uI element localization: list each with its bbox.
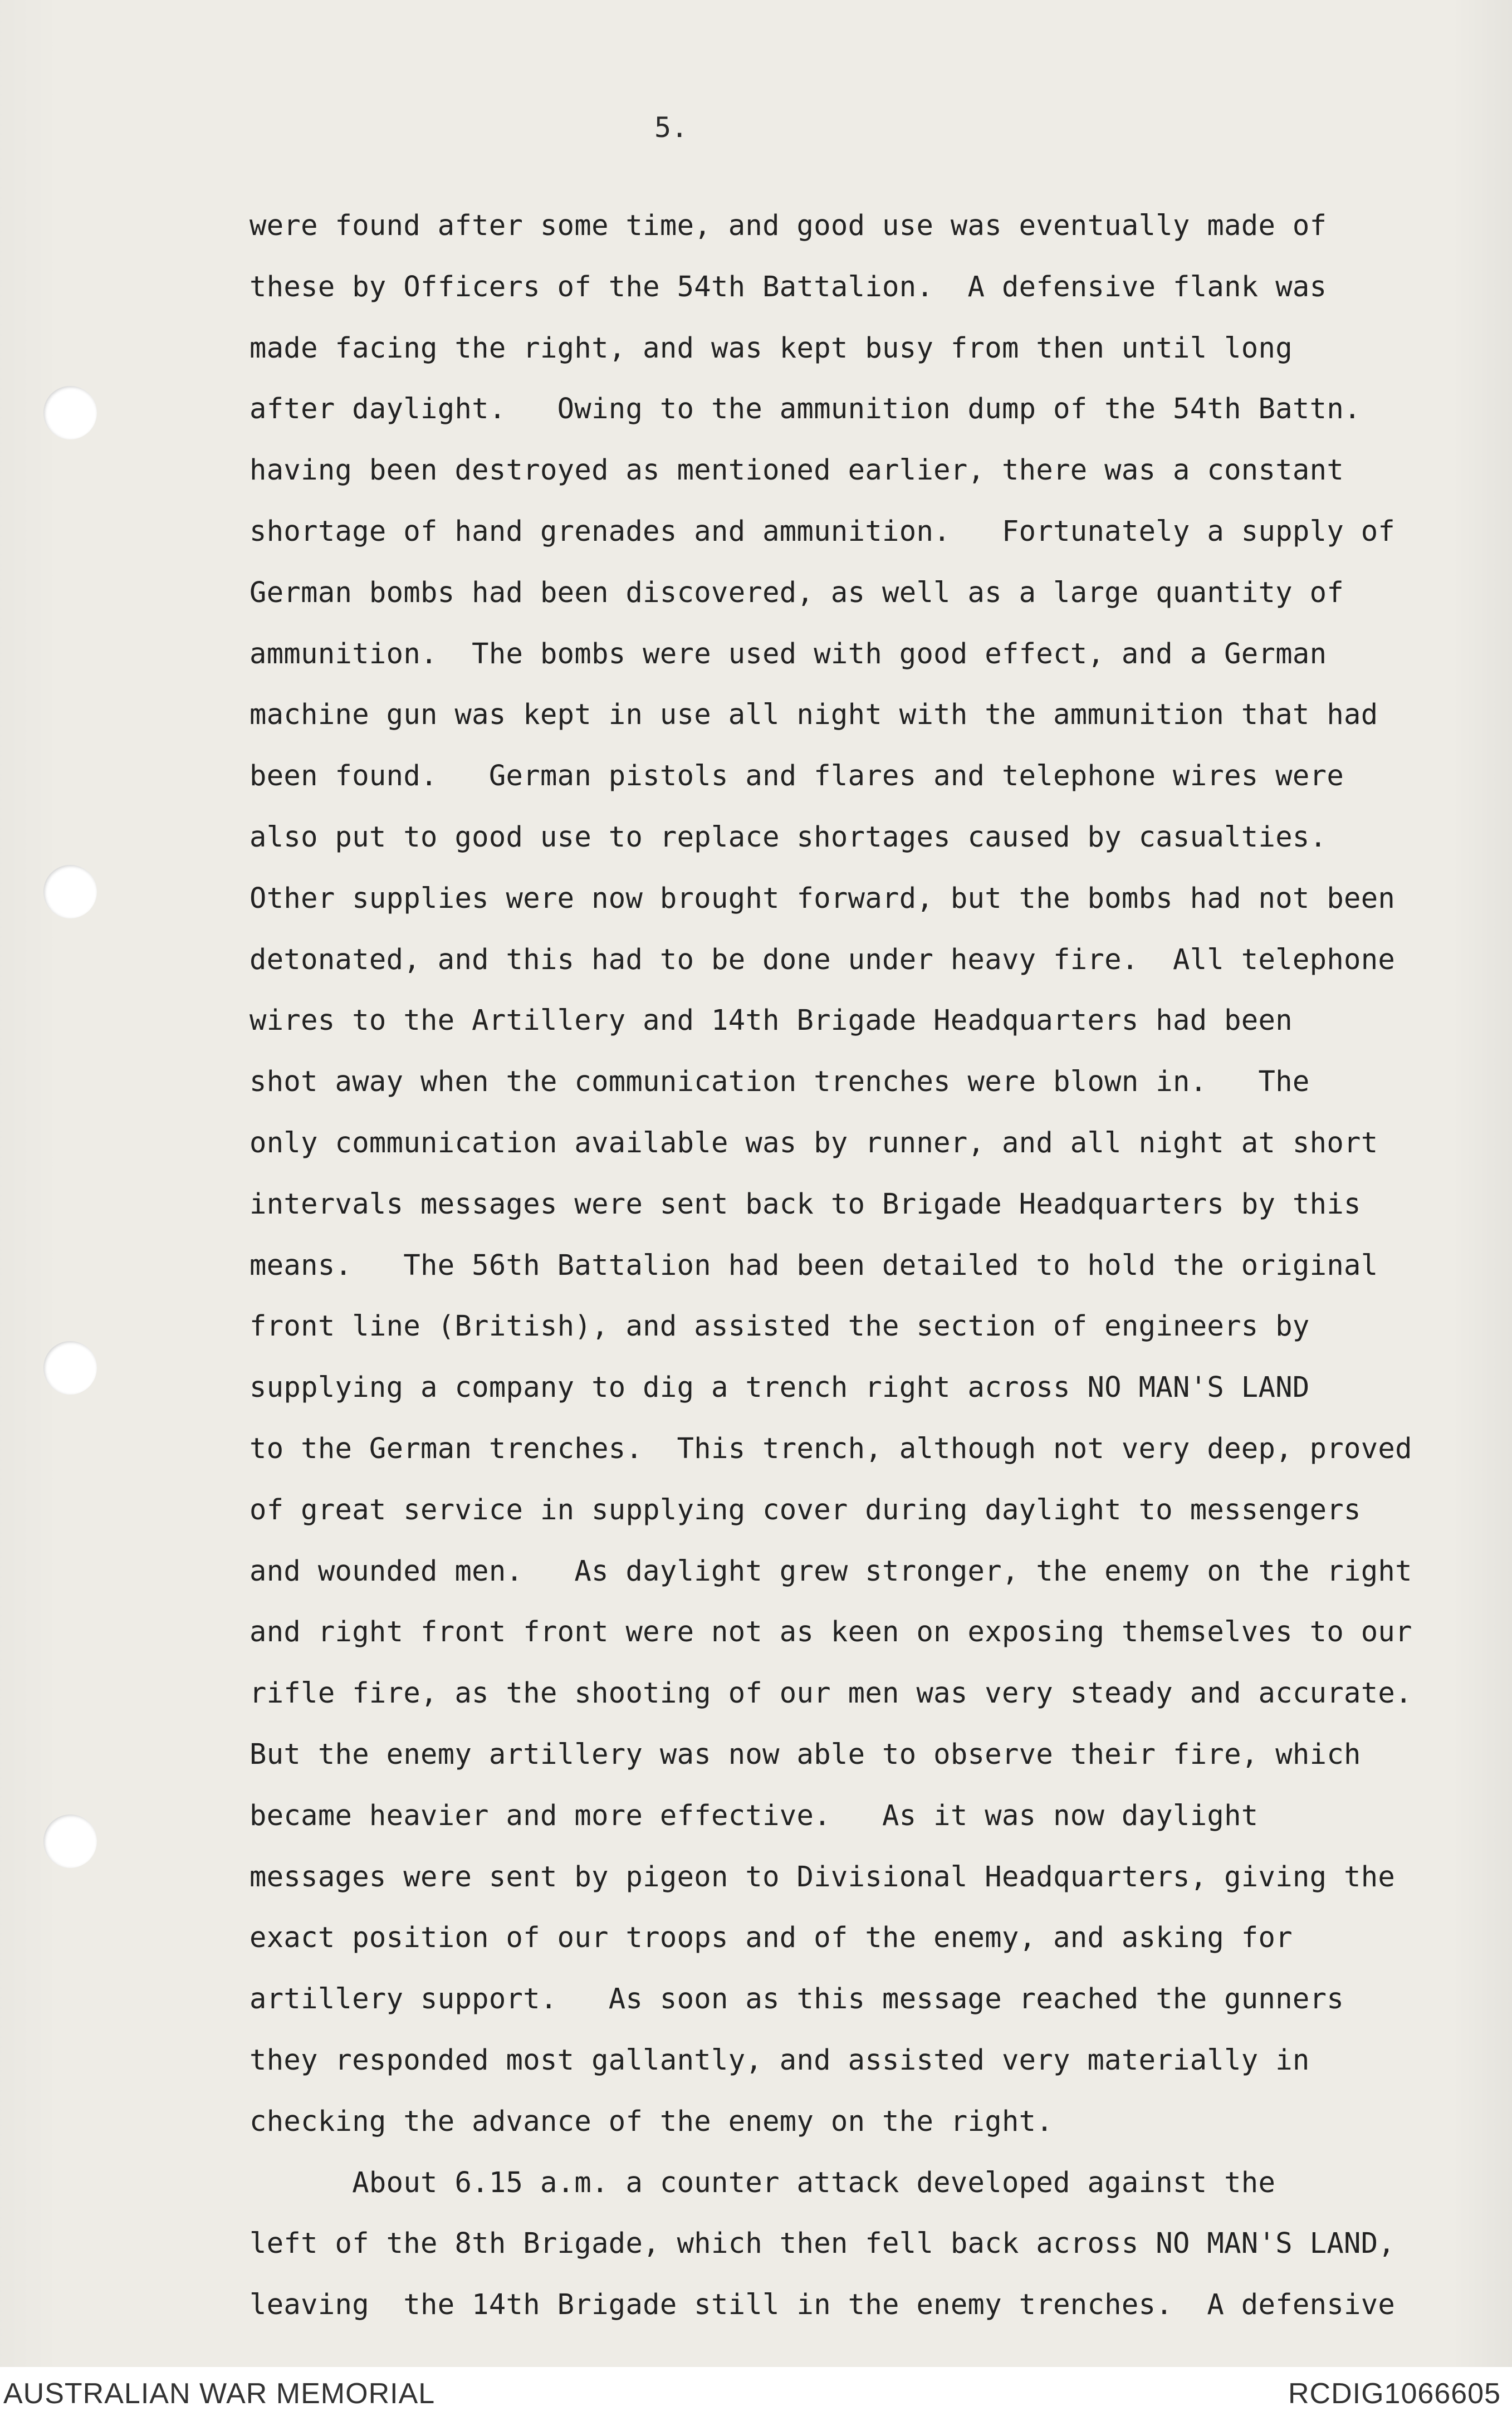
text-line: messages were sent by pigeon to Divisional Headquarters, giving the	[249, 1860, 1396, 1893]
archive-name: AUSTRALIAN WAR MEMORIAL	[3, 2378, 436, 2410]
text-line: shortage of hand grenades and ammunition. Fortunately a supply of	[249, 514, 1396, 547]
text-line: made facing the right, and was kept busy from then until long	[249, 331, 1293, 364]
text-line: exact position of our troops and of the enemy, and asking for	[249, 1921, 1293, 1954]
text-line: they responded most gallantly, and assisted very materially in	[249, 2043, 1310, 2076]
text-line: About 6.15 a.m. a counter attack developed against the	[249, 2165, 1276, 2199]
text-line: became heavier and more effective. As it was now daylight	[249, 1798, 1259, 1832]
text-line: means. The 56th Battalion had been detailed to hold the original	[249, 1248, 1378, 1282]
punch-hole	[43, 1341, 97, 1395]
text-line: to the German trenches. This trench, although not very deep, proved	[249, 1431, 1412, 1465]
text-line: front line (British), and assisted the section of engineers by	[249, 1309, 1310, 1343]
text-line: these by Officers of the 54th Battalion. A defensive flank was	[249, 270, 1327, 303]
text-line: ammunition. The bombs were used with good effect, and a German	[249, 637, 1327, 670]
text-line: been found. German pistols and flares and telephone wires were	[249, 759, 1344, 793]
text-line: also put to good use to replace shortages caused by casualties.	[249, 820, 1327, 853]
text-line: of great service in supplying cover during daylight to messengers	[249, 1493, 1361, 1526]
punch-hole	[43, 865, 97, 918]
text-line: and right front front were not as keen on exposing themselves to our	[249, 1615, 1412, 1649]
text-line: machine gun was kept in use all night with the ammunition that had	[249, 698, 1378, 731]
text-line: left of the 8th Brigade, which then fell back across NO MAN'S LAND,	[249, 2227, 1396, 2260]
text-line: wires to the Artillery and 14th Brigade Headquarters had been	[249, 1004, 1293, 1037]
punch-hole	[43, 1815, 97, 1868]
text-line: checking the advance of the enemy on the right.	[249, 2104, 1054, 2138]
page-number: 5.	[654, 111, 688, 144]
text-line: supplying a company to dig a trench right across NO MAN'S LAND	[249, 1371, 1310, 1404]
text-line: intervals messages were sent back to Brigade Headquarters by this	[249, 1187, 1361, 1220]
text-line: detonated, and this had to be done under heavy fire. All telephone	[249, 942, 1396, 976]
record-id: RCDIG1066605	[1288, 2378, 1501, 2410]
text-line: after daylight. Owing to the ammunition dump of the 54th Battn.	[249, 392, 1361, 426]
text-line: only communication available was by runner, and all night at short	[249, 1126, 1378, 1159]
text-line: were found after some time, and good use was eventually made of	[249, 209, 1327, 242]
punch-hole	[43, 386, 97, 439]
text-line: artillery support. As soon as this message reached the gunners	[249, 1982, 1344, 2016]
text-line: rifle fire, as the shooting of our men was very steady and accurate.	[249, 1676, 1412, 1710]
text-line: shot away when the communication trenches were blown in. The	[249, 1065, 1310, 1098]
text-line: But the enemy artillery was now able to observe their fire, which	[249, 1737, 1361, 1771]
typed-body-text	[249, 195, 1497, 2335]
text-line: and wounded men. As daylight grew stronger, the enemy on the right	[249, 1554, 1412, 1587]
text-line: leaving the 14th Brigade still in the enemy trenches. A defensive	[249, 2288, 1396, 2321]
text-line: German bombs had been discovered, as well as a large quantity of	[249, 575, 1344, 609]
text-line: Other supplies were now brought forward, but the bombs had not been	[249, 881, 1396, 914]
text-line: having been destroyed as mentioned earlier, there was a constant	[249, 453, 1344, 487]
